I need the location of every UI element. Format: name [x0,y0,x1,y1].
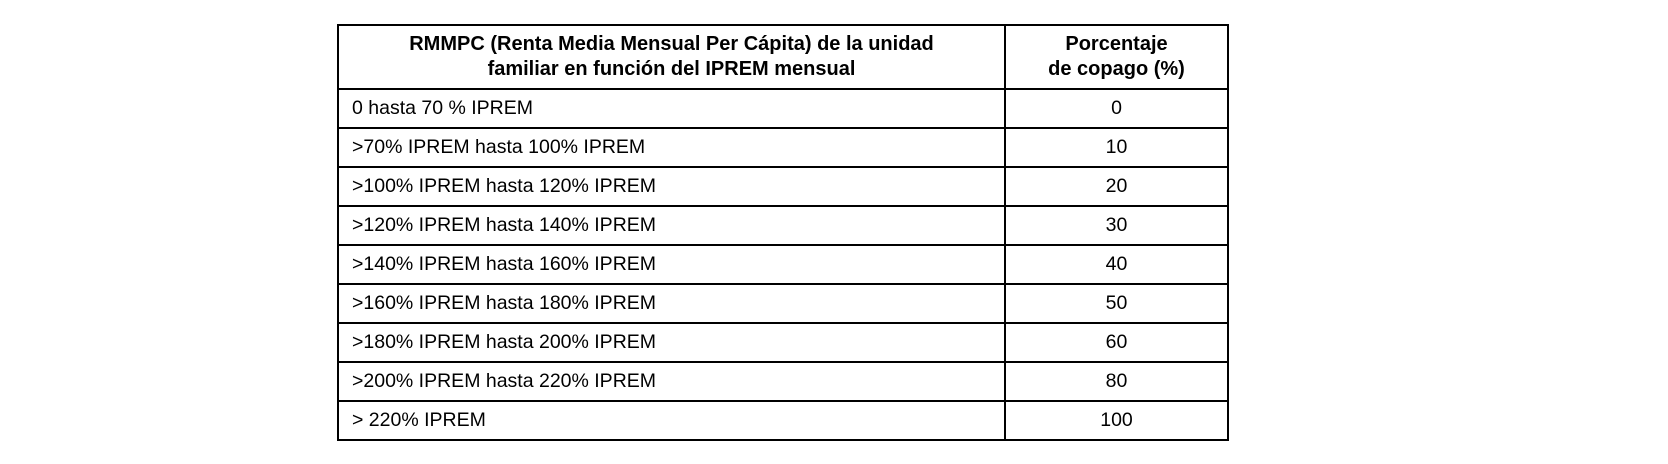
cell-description: >120% IPREM hasta 140% IPREM [338,206,1005,245]
cell-description: >180% IPREM hasta 200% IPREM [338,323,1005,362]
copago-table-container [337,24,1227,441]
table-row [338,167,1228,206]
cell-percentage: 20 [1005,167,1228,206]
cell-percentage: 50 [1005,284,1228,323]
table-body [338,89,1228,440]
cell-percentage: 10 [1005,128,1228,167]
column-header-description [338,25,1005,89]
cell-description: 0 hasta 70 % IPREM [338,89,1005,128]
cell-percentage: 0 [1005,89,1228,128]
table-row [338,362,1228,401]
table-row [338,245,1228,284]
cell-description: >200% IPREM hasta 220% IPREM [338,362,1005,401]
cell-description: >100% IPREM hasta 120% IPREM [338,167,1005,206]
column-header-description-line2: familiar en función del IPREM mensual [487,58,856,80]
table-header-row [338,25,1228,89]
table-row [338,206,1228,245]
cell-percentage: 30 [1005,206,1228,245]
column-header-percentage [1005,25,1228,89]
table-row [338,284,1228,323]
cell-description: >160% IPREM hasta 180% IPREM [338,284,1005,323]
cell-description: > 220% IPREM [338,401,1005,440]
column-header-description-line1: RMMPC (Renta Media Mensual Per Cápita) de la unidad [409,33,934,55]
column-header-percentage-line1: Porcentaje [1065,33,1168,55]
cell-percentage: 100 [1005,401,1228,440]
table-row [338,323,1228,362]
cell-percentage: 40 [1005,245,1228,284]
cell-percentage: 60 [1005,323,1228,362]
table-row [338,128,1228,167]
cell-percentage: 80 [1005,362,1228,401]
column-header-percentage-line2: de copago (%) [1048,58,1185,80]
table-row [338,401,1228,440]
cell-description: >140% IPREM hasta 160% IPREM [338,245,1005,284]
cell-description: >70% IPREM hasta 100% IPREM [338,128,1005,167]
copago-table [337,24,1229,441]
table-header [338,25,1228,89]
table-row [338,89,1228,128]
